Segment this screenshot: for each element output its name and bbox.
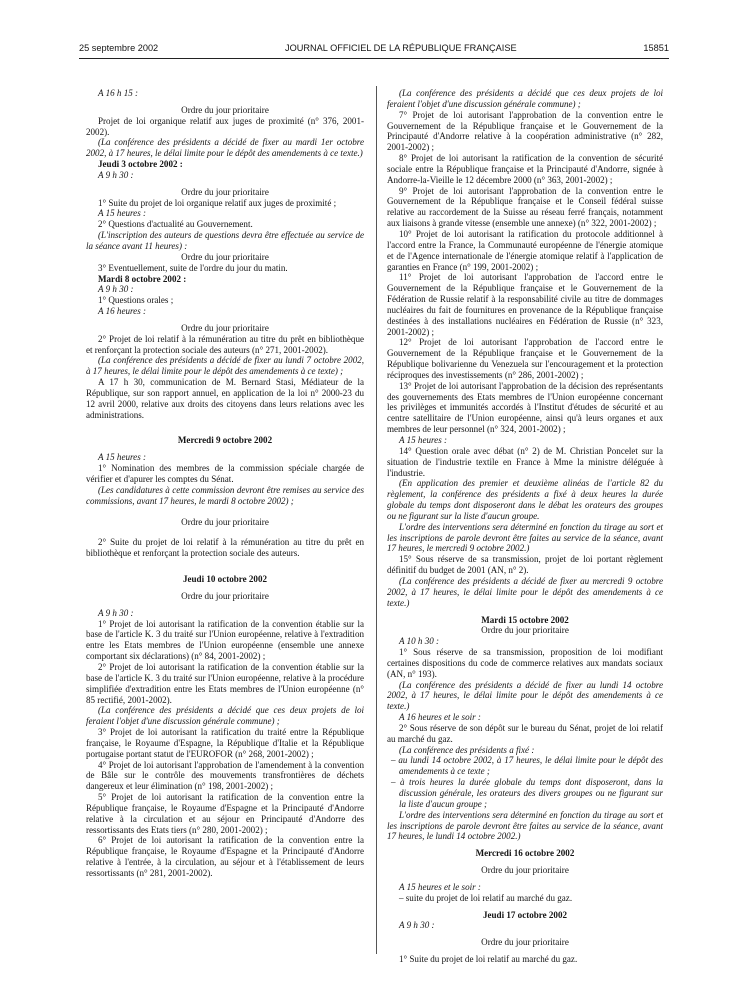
time-heading: A 15 heures : xyxy=(399,435,447,445)
paragraph: 1° Nomination des membres de la commission spéciale chargée de vérifier et d'apurer les comptes du Sénat. xyxy=(86,463,364,484)
time-heading: A 16 heures et le soir : xyxy=(399,712,481,723)
paragraph: 1° Suite du projet de loi organique relatif aux juges de proximité ; xyxy=(98,197,337,208)
day-heading: Mercredi 9 octobre 2002 xyxy=(177,435,273,446)
paragraph: 14° Question orale avec débat (n° 2) de M. Christian Poncelet sur la situation de l'industrie textile en France à Mme la ministre déléguée à l'industrie. xyxy=(387,445,663,478)
header-date: 25 septembre 2002 xyxy=(79,43,159,53)
note: (La conférence des présidents a décidé de fixer au lundi 14 octobre 2002, à 17 heures, le délai limite pour le dépôt des amendements à ce texte.) xyxy=(387,679,663,712)
right-column xyxy=(387,88,663,965)
section-heading: Ordre du jour prioritaire xyxy=(481,625,569,636)
paragraph: 15° Sous réserve de sa transmission, projet de loi portant règlement définitif du budget de 2001 (AN, n° 2). xyxy=(387,554,663,576)
section-heading: Ordre du jour prioritaire xyxy=(181,516,269,527)
note: L'ordre des interventions sera déterminé en fonction du tirage au sort et les inscriptions de parole devront être faites au service de la séance, avant 17 heures, le lundi 14 octobre 2002.) xyxy=(387,809,663,842)
paragraph: 13° Projet de loi autorisant l'approbation de la décision des représentants des gouvernements des Etats membres de l'Union européenne concernant les privilèges et immunités accordés à l'Institut d'études de sécurité et au centre satellitaire de l'Union européenne, ainsi qu'à leurs organes et aux membres de leur personnel (n° 324, 2001-2002) ; xyxy=(387,380,663,435)
note: (Les candidatures à cette commission devront être remises au service des commissions, avant 17 heures, le mardi 8 octobre 2002) ; xyxy=(86,484,364,506)
paragraph: 2° Sous réserve de son dépôt sur le bureau du Sénat, projet de loi relatif au marché du gaz. xyxy=(387,722,663,744)
paragraph: 10° Projet de loi autorisant la ratification du protocole additionnel à l'accord entre la France, la Communauté européenne de l'énergie atomique et de l'Agence internationale de l'énergie atomique relatif à l'application de garanties en France (n° 199, 2001-2002) ; xyxy=(387,228,663,272)
paragraph: 2° Projet de loi autorisant la ratification de la convention établie sur la base de l'article K. 3 du traité sur l'Union européenne, relative à la procédure simplifiée d'extradition entre les Etats membres de l'Union européenne (n° 85 rectifié, 2001-2002). xyxy=(86,661,364,705)
section-heading: Ordre du jour prioritaire xyxy=(181,186,269,197)
note: (En application des premier et deuxième alinéas de l'article 82 du règlement, la conférence des présidents a fixé à deux heures la durée globale du temps dont disposeront dans le débat les orateurs des groupes ou ne figurant sur la liste d'aucun groupe. xyxy=(387,478,663,521)
note: (La conférence des présidents a décidé de fixer au mardi 1er octobre 2002, à 17 heures, le délai limite pour le dépôt des amendements à ce texte.) xyxy=(86,137,364,159)
paragraph: 3° Projet de loi autorisant la ratification du traité entre la République française, le Royaume d'Espagne, la République d'Italie et la République portugaise portant statut de l'EUROFOR (n° 268, 2001-2002) ; xyxy=(86,727,364,759)
section-heading: Ordre du jour prioritaire xyxy=(481,865,569,876)
time-heading: A 15 heures : xyxy=(98,208,146,219)
note: (La conférence des présidents a décidé de fixer au mercredi 9 octobre 2002, à 17 heures, le délai limite pour le dépôt des amendements à ce texte.) xyxy=(387,575,663,608)
paragraph: 5° Projet de loi autorisant la ratification de la convention entre la République française, le Royaume d'Espagne et la Principauté d'Andorre relative à la circulation et au séjour en Principauté d'Andorre des ressortissants des Etats tiers (n° 280, 2001-2002) ; xyxy=(86,792,364,835)
paragraph: 2° Projet de loi relatif à la rémunération au titre du prêt en bibliothèque et renforçant la protection sociale des auteurs (n° 271, 2001-2002). xyxy=(86,333,364,355)
day-heading: Mercredi 16 octobre 2002 xyxy=(475,848,575,859)
day-heading: Jeudi 3 octobre 2002 : xyxy=(98,159,183,170)
time-heading: A 9 h 30 : xyxy=(98,607,134,618)
section-heading: Ordre du jour prioritaire xyxy=(181,590,269,601)
time-heading: A 10 h 30 : xyxy=(399,636,440,647)
note: (La conférence des présidents a fixé : xyxy=(399,744,535,755)
day-heading: Jeudi 10 octobre 2002 xyxy=(182,574,267,585)
note: L'ordre des interventions sera déterminé en fonction du tirage au sort et les inscriptions de parole devront être faites au service de la séance, avant 17 heures, le mercredi 9 octobre 2002.) xyxy=(387,521,663,554)
paragraph: 4° Projet de loi autorisant l'approbation de l'amendement à la convention de Bâle sur le contrôle des mouvements transfrontières de déchets dangereux et leur élimination (n° 198, 2001-2002) ; xyxy=(86,759,364,792)
note: (La conférence des présidents a décidé de fixer au lundi 7 octobre 2002, à 17 heures, le délai limite pour le dépôt des amendements à ce texte) ; xyxy=(86,355,364,377)
left-column xyxy=(86,88,364,879)
note-list-item: – à trois heures la durée globale du temps dont disposeront, dans la discussion générale, les orateurs des divers groupes ou ne figurant sur la liste d'aucun groupe ; xyxy=(391,777,663,809)
paragraph: A 17 h 30, communication de M. Bernard Stasi, Médiateur de la République, sur son rapport annuel, en application de la loi n° 2000-23 du 12 avril 2000, relative aux droits des citoyens dans leurs relations avec les administrations. xyxy=(86,377,364,420)
paragraph: 1° Suite du projet de loi relatif au marché du gaz. xyxy=(399,954,578,965)
paragraph: 8° Projet de loi autorisant la ratification de la convention de sécurité sociale entre la République française et la Principauté d'Andorre, signée à Andorre-la-Vieille le 12 décembre 2000 (n° 363, 2001-2002) ; xyxy=(387,153,663,185)
note: (L'inscription des auteurs de questions devra être effectuée au service de la séance avant 11 heures) : xyxy=(86,230,364,251)
section-heading: Ordre du jour prioritaire xyxy=(181,251,269,262)
day-heading: Mardi 8 octobre 2002 : xyxy=(98,273,187,284)
time-heading: A 15 heures : xyxy=(98,452,146,463)
time-heading: A 15 heures et le soir : xyxy=(399,881,481,892)
paragraph: 1° Projet de loi autorisant la ratification de la convention établie sur la base de l'article K. 3 du traité sur l'Union européenne, relative à l'extradition entre les Etats membres de l'Union européenne (ensemble une annexe comportant six déclarations) (n° 84, 2001-2002) ; xyxy=(86,618,364,662)
section-heading: Ordre du jour prioritaire xyxy=(481,937,569,948)
day-heading: Mardi 15 octobre 2002 xyxy=(481,614,569,625)
paragraph: – suite du projet de loi relatif au marché du gaz. xyxy=(399,892,573,903)
paragraph: 11° Projet de loi autorisant l'approbation de l'accord entre le Gouvernement de la République française et le Gouvernement de la Fédération de Russie relatif à la responsabilité civile au titre de dommages nucléaires du fait de fournitures en provenance de la République française destinées à des installations nucléaires en Fédération de Russie (n° 323, 2001-2002) ; xyxy=(387,272,663,337)
paragraph: 2° Suite du projet de loi relatif à la rémunération au titre du prêt en bibliothèque et renforçant la protection sociale des auteurs. xyxy=(86,537,364,559)
note: (La conférence des présidents a décidé que ces deux projets de loi feraient l'objet d'une discussion générale commune) ; xyxy=(387,88,663,109)
paragraph: 7° Projet de loi autorisant l'approbation de la convention entre le Gouvernement de la République française et le Gouvernement de la Principauté d'Andorre relative à la coopération administrative (n° 282, 2001-2002) ; xyxy=(387,109,663,153)
paragraph: 6° Projet de loi autorisant la ratification de la convention entre la République française, le Royaume d'Espagne et la Principauté d'Andorre relative à l'entrée, à la circulation, au séjour et à l'établissement de leurs ressortissants (n° 281, 2001-2002). xyxy=(86,835,364,878)
time-heading: A 16 h 15 : xyxy=(98,88,139,98)
section-heading: Ordre du jour prioritaire xyxy=(181,104,269,115)
time-heading: A 9 h 30 : xyxy=(399,920,435,931)
paragraph: 1° Questions orales ; xyxy=(98,295,174,306)
note: (La conférence des présidents a décidé que ces deux projets de loi feraient l'objet d'une discussion générale commune) ; xyxy=(86,705,364,727)
day-heading: Jeudi 17 octobre 2002 xyxy=(482,909,567,920)
paragraph: 1° Sous réserve de sa transmission, proposition de loi modifiant certaines dispositions du code de commerce relatives aux mandats sociaux (AN, n° 193). xyxy=(387,647,663,679)
time-heading: A 9 h 30 : xyxy=(98,284,134,295)
time-heading: A 9 h 30 : xyxy=(98,169,134,180)
paragraph: 9° Projet de loi autorisant l'approbation de la convention entre le Gouvernement de la République française et le Conseil fédéral suisse relative au raccordement de la Suisse au réseau ferré français, notamment aux liaisons à grande vitesse (ensemble une annexe) (n° 322, 2001-2002) ; xyxy=(387,185,663,229)
note-list-item: – au lundi 14 octobre 2002, à 17 heures, le délai limite pour le dépôt des amendements à ce texte ; xyxy=(391,755,663,777)
paragraph: Projet de loi organique relatif aux juges de proximité (n° 376, 2001-2002). xyxy=(86,115,364,137)
paragraph: 3° Eventuellement, suite de l'ordre du jour du matin. xyxy=(98,262,288,273)
page-header xyxy=(79,40,669,56)
paragraph: 2° Questions d'actualité au Gouvernement. xyxy=(98,219,253,230)
section-heading: Ordre du jour prioritaire xyxy=(181,322,269,333)
time-heading: A 16 heures : xyxy=(98,306,146,317)
paragraph: 12° Projet de loi autorisant l'approbation de l'accord entre le Gouvernement de la République française et le Gouvernement de la République bolivarienne du Venezuela sur l'encouragement et la protection réciproques des investissements (n° 286, 2001-2002) ; xyxy=(387,337,663,380)
header-rule xyxy=(79,58,669,59)
column-divider xyxy=(376,86,377,954)
header-page-number: 15851 xyxy=(643,43,669,53)
header-journal-title: JOURNAL OFFICIEL DE LA RÉPUBLIQUE FRANÇAISE xyxy=(284,43,517,53)
